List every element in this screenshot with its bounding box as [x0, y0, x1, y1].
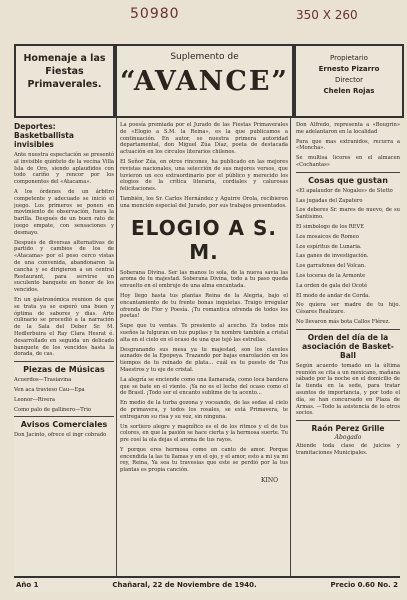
- likes-item: «El apalaudor de Nogales» de Stetto: [296, 187, 393, 194]
- poem-verse: La alegría se enciende como una llamarada, como loca bandera que se bate en el viento. ¡Ya no es el lecho del ocaso como el de Brasil. ¡Todo ser el encanto sublime de tu acento...: [120, 376, 288, 397]
- footer-price: Precio 0.60 No. 2: [330, 581, 398, 589]
- masthead-title: “AVANCE”: [120, 66, 289, 97]
- poem-verse: Hoy llego hasta tus plantas Reina de la Alegria, bajo el encantamiento de tu frente bonas inquietas. Traigo irregular ofrenda de Flor y Poesía. ¡Tu romantica ofrenda de todos los poetas!: [120, 292, 288, 320]
- owner-label: Propietario: [330, 54, 368, 62]
- column-right: [296, 118, 400, 576]
- poem-verse: Un sortiero alegre y magnífico es el de los ritmos y el de tus colores, en que la pasión se hace cierta y la hermosa suerte. Tu pre cosí la ola dejas el aroma de tus rayos.: [120, 423, 288, 444]
- poem-verse: Y porque eres hermosa como un canto de amor. Porque encendida la las tu llamas y en el ojo, y el amor, esto a mi ya mi rey, Reina, Ya sea tu travesias que este se perdió por la tus plantas es propia canción.: [120, 446, 288, 474]
- likes-item: Los espíritus de Lunaria.: [296, 243, 362, 250]
- director-name: Chelen Rojas: [323, 87, 375, 95]
- likes-item: El simbologo de los REVE: [296, 223, 365, 230]
- lawyer-title: Abogado: [334, 434, 362, 442]
- likes-item: Los toceras de la Armonte: [296, 272, 366, 279]
- column-center: [120, 118, 291, 576]
- masthead-right-box: [294, 44, 404, 118]
- notice-text: Según acuerdo tomado en la última reunión se cita a un mexicano, mañana sábado por la noche en el domicilio de la tienda en la sede, para tratar asuntos de importancia, y por todo el día, se han concursado en Plaza de Armas. —Todo la asistencia de lo otros socios.: [296, 362, 400, 417]
- footer-year: Año 1: [16, 581, 39, 589]
- notice-text: Para que mas extranidos, recurra a «Moncha».: [296, 138, 400, 152]
- masthead-left-text: Homenaje a las Fiestas Primaverales.: [23, 53, 106, 90]
- basket-heading: Orden del día de la asociación de Basket-Ball: [302, 332, 394, 360]
- divider: [296, 420, 400, 421]
- lawyer-name: Raón Perez Grille: [311, 424, 385, 434]
- divider: [296, 329, 400, 330]
- divider: [14, 416, 114, 417]
- director-label: Director: [334, 76, 364, 84]
- poem-verse: Desgranando sus mesa ya tu majestad, son los claveles aunados de la Epopeya. Trazando por bajas enarolación en los tiempos de tu reinado de plata... cuál es tu puesto de Tus Maestros y tu eje de cristal.: [120, 346, 288, 373]
- likes-item: Las jugadas del Zapatero: [296, 197, 363, 204]
- likes-item: Los deberes Sr. mares de nuevo, de su Santisimo.: [296, 207, 400, 221]
- newspaper-page: [14, 44, 400, 592]
- poem-verse: En medio de la turba gozona y voceando, de las sedas al cielo de primavera, y todos los rosales, se está Primavera, te entregaron su risa y su voz, sin ninguna.: [120, 400, 288, 420]
- article-text: La poesía premiada por el Jurado de las Fiestas Primaverales de «Elogio a S.M. la Reina», es la que publicamos a continuación. En autor, se nuestra primera autoridad departamental, don Miguel Zúa Díaz, poeta de destacada actuación en los circulos literarios chilenos.: [120, 122, 288, 156]
- likes-item: No llevaron más bota Callos Flérez.: [296, 318, 390, 325]
- masthead-left-box: [14, 44, 115, 118]
- likes-item: La orden de gala del Ocoté: [296, 282, 368, 289]
- likes-item: Los garrafones del Volcan.: [296, 263, 366, 270]
- article-text: En un gástronómica reunion de que se trata ya se esperó una buen y óptima de sabores y días. Arte culinario se procedió a la narración de la Sala del Deber Sr. M. Hedlerbuira el Ray Clara Hesrat é. desarrollado en seguida un delicado banquete de los vencidos hasta la dorada, de cas.: [14, 296, 114, 358]
- music-item: Leonor—Rivera: [14, 396, 55, 403]
- likes-item: El modo de andar de Corda.: [296, 292, 370, 299]
- article-text: También, los Sr. Carlos Hernández y Aguirre Orola, recibieron una mención especial del Jurado, por sus trabajos presentados.: [120, 195, 288, 209]
- likes-item: Los mosaicos de Romeo: [296, 233, 359, 240]
- sports-headline: Deportes: Basketballista invisibles: [14, 122, 74, 149]
- poem-verse: Supe que tu ventas. Te presiento al acecho. Es todos mis sueños la fulguran en tus pupilas y tu nombre también a cristal alta en el cielo en el ocaso de una que tejó las estrellas.: [120, 323, 288, 343]
- footer-bar: [14, 576, 400, 592]
- owner-name: Ernesto Pizarro: [318, 65, 380, 73]
- notice-text: Se multisa licores en el almacen «Cochantas»: [296, 155, 400, 168]
- article-text: A los órdenes de un árbitro competente y adecuado se inició el juego. Los primeros se ponen en movimiento de observación, fuera la barilla. Después de un buen rato de juego empate, con sensaciones y desmayo.: [14, 188, 114, 236]
- article-text: Después de diversas alternativas de partido y cambios de los de «Atacama» por el peso cerco vistas de una convenida, abandonaron la cancha y se dirigieron a un central Restaurant, para servirse un suculento banquete en honor de los vencidos.: [14, 239, 114, 294]
- poem-signature: KINO: [260, 477, 278, 485]
- music-item: Acuerdos—Trasiavina: [14, 377, 72, 384]
- music-item: Como palo de gallinero—Trio: [14, 406, 91, 413]
- music-item: Ven aca travieso Cau—Epa: [14, 386, 85, 393]
- music-heading: Piezas de Músicas: [23, 365, 105, 375]
- ad-text: Don Jacinto, ofrece el ingr cobrado: [14, 432, 107, 439]
- lawyer-ad-text: Atiende toda clase de juicios y tramitaciones Municipales.: [296, 443, 400, 456]
- poem-headline: ELOGIO A S. M.: [131, 215, 277, 264]
- masthead-subtitle: Suplemento de: [170, 52, 239, 62]
- likes-item: Las ganes de investigación.: [296, 253, 369, 260]
- article-text: Ante nuestra espectación se presentó al invisible quinteto de la vecina Villa Isla de Oro, siendo aplaudidos con todo cariño y rencor por los componentes del «Atacama».: [14, 152, 114, 186]
- handwritten-annotation-left: 50980: [130, 6, 180, 22]
- notice-text: Don Alfredo, representa a «Bougrin» me adelantaron en la localidad: [296, 122, 400, 135]
- divider: [14, 361, 114, 362]
- divider: [296, 172, 400, 173]
- likes-heading: Cosas que gustan: [308, 175, 388, 185]
- poem-verse: Soberana Divina. Ser las manos lo sola, de la nueva savia las aroma de tu majestad. Soberana Divina, todo a tu paso queda envuelto en el embrujo de una alma encantada.: [120, 269, 288, 290]
- ads-heading: Avisos Comerciales: [20, 420, 108, 430]
- handwritten-annotation-right: 350 X 260: [296, 8, 358, 22]
- masthead-center-box: [115, 44, 294, 118]
- likes-item: No quiera ser madre de tu hijo. Césares Realizare.: [296, 302, 400, 316]
- footer-date: Chañaral, 22 de Noviembre de 1940.: [112, 581, 257, 589]
- column-left: [14, 118, 117, 576]
- article-text: El Señor Zúa, en otros rincones, ha publicado en las mejores revistas nacionales, una selección de sus mejores versos, que tuvieron un eco extraordinario por el público y merecido los elogios de la crítica literaria, cordiales y calurosas felicitaciones.: [120, 158, 288, 193]
